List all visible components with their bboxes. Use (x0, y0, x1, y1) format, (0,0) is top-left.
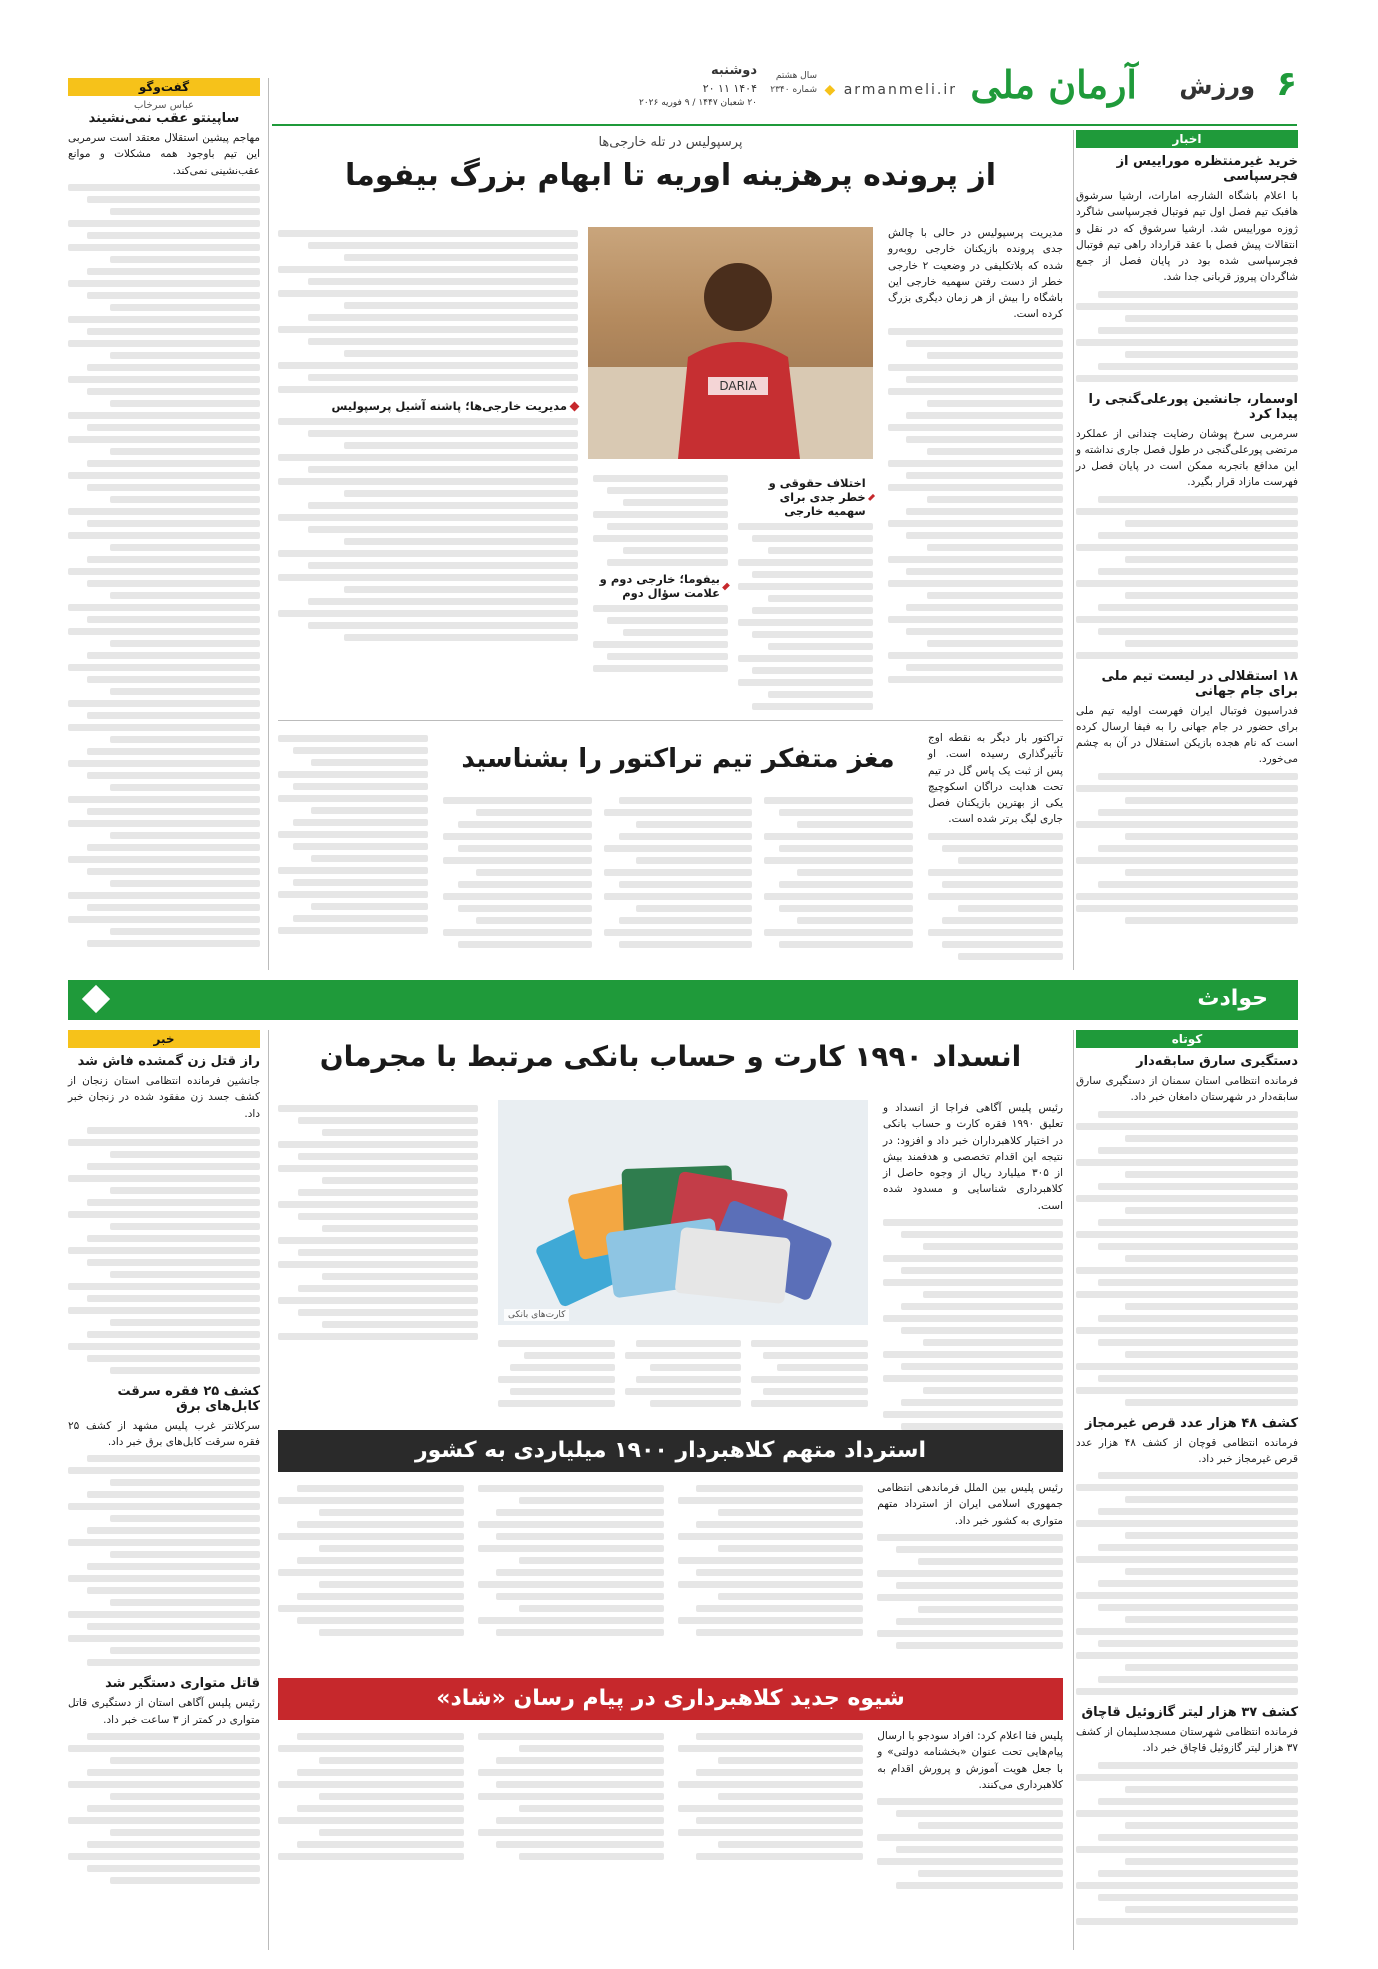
second-body (443, 792, 913, 953)
player-illustration (588, 227, 873, 459)
news-item-text: با اعلام باشگاه الشارجه امارات، ارشیا سرشوق هافبک تیم فصل اول تیم فوتبال فجرسپاسی شاگرد ژوزه موراییس شد. ارشیا سرشوق که در نقل و انتقالات پیش فصل با عقد قرارداد راهی تیم فوتبال فجرسپاسی شده بود در پایان فصل از جمع شاگردان پیروز قربانی جدا شد. (1076, 190, 1298, 284)
short-item-title: کشف ۴۸ هزار عدد قرص غیرمجاز (1084, 1415, 1298, 1431)
article-col-left (278, 225, 578, 646)
weekday: دوشنبه (710, 63, 757, 78)
second-article (278, 720, 1063, 970)
left-news-text: جانشین فرمانده انتظامی استان زنجان از کشف جسد زن مفقود شده در زنجان خبر داد. (68, 1075, 260, 1120)
left-news-box (68, 1030, 260, 1950)
subhead-text: بیفوما؛ خارجی دوم و علامت سؤال دوم (599, 572, 720, 600)
bank-cards-illustration (498, 1100, 868, 1325)
svg-text:DARIA: DARIA (719, 379, 757, 393)
events-col-left (278, 1100, 478, 1345)
masthead (272, 62, 1297, 122)
article-subhead (738, 476, 873, 518)
column-title: ساپینتو عقب نمی‌نشیند (88, 111, 240, 126)
issue-label: شماره ۲۳۴۰ (770, 84, 817, 95)
left-news-label: خبر (68, 1030, 260, 1048)
extradition-body (278, 1480, 1063, 1654)
news-item (1076, 392, 1298, 659)
short-news-box (1076, 1030, 1298, 1950)
events-section-label: حوادث (1197, 986, 1268, 1011)
news-item-title: ۱۸ استقلالی در لیست تیم ملی برای جام جهانی (1101, 668, 1298, 699)
left-news-title: راز قتل زن گمشده فاش شد (77, 1054, 260, 1069)
logo: آرمان ملی (970, 62, 1137, 107)
events-col-right (883, 1100, 1063, 1459)
news-item (1076, 669, 1298, 924)
short-news-label: کوتاه (1076, 1030, 1298, 1048)
section-diamond-icon (82, 985, 110, 1013)
issue-info (770, 70, 817, 97)
short-item (1076, 1054, 1298, 1406)
column-label: گفت‌وگو (68, 78, 260, 96)
news-item (1076, 154, 1298, 382)
events-headline: انسداد ۱۹۹۰ کارت و حساب بانکی مرتبط با مجرمان (319, 1040, 1022, 1073)
news-box-label: اخبار (1076, 130, 1298, 148)
article-col-mid-right (738, 470, 873, 715)
article-headline: از پرونده پرهزینه اوریه تا ابهام بزرگ بیفوما (344, 158, 997, 193)
events-under-photo (498, 1335, 868, 1412)
diamond-icon: ◆ (824, 82, 838, 98)
news-box (1076, 130, 1298, 970)
cards-photo (498, 1100, 868, 1325)
article-lead: مدیریت پرسپولیس در حالی با چالش جدی پرونده بازیکنان خارجی روبه‌رو شده که بلاتکلیفی در وضعیت ۲ خارجی خطر از دست رفتن سهمیه خارجی این باشگاه را بیش از هر زمان دیگری بزرگ کرده است. (888, 227, 1063, 321)
main-article (278, 135, 1063, 715)
extradition-banner: استرداد متهم کلاهبردار ۱۹۰۰ میلیاردی به کشور (278, 1430, 1063, 1472)
bullet-icon (868, 493, 875, 500)
article-subhead (593, 572, 728, 600)
events-section-bar (68, 980, 1298, 1020)
date-block (557, 62, 757, 110)
bullet-icon (570, 401, 580, 411)
short-item (1076, 1416, 1298, 1696)
website-label: armanmeli.ir (843, 82, 957, 98)
year-label: سال هشتم (775, 71, 817, 81)
left-news-text: سرکلانتر غرب پلیس مشهد از کشف ۲۵ فقره سرقت کابل‌های برق خبر داد. (68, 1419, 260, 1449)
website (824, 82, 957, 98)
left-news-title: کشف ۲۵ فقره سرقت کابل‌های برق (117, 1383, 260, 1414)
article-kicker: پرسپولیس در تله خارجی‌ها (598, 135, 743, 150)
second-col-right (928, 730, 1063, 965)
opinion-column (68, 78, 260, 970)
page-number: ۶ (1276, 64, 1297, 104)
date-other: ۲۰ شعبان ۱۴۴۷ / ۹ فوریه ۲۰۲۶ (639, 97, 757, 108)
events-text: رئیس پلیس آگاهی فراجا از انسداد و تعلیق ۱۹۹۰ فقره کارت و حساب بانکی در اختیار کلاهبرداران خبر داد و افزود: در نتیجه این اقدام تخصصی و هدفمند بیش از ۳۰۵ میلیارد ریال از وجوه حاصل از کلاهبرداری شناسایی و مسدود شده است. (883, 1102, 1064, 1212)
left-news-item (68, 1054, 260, 1374)
column-author: عباس سرخاب (134, 100, 194, 111)
bullet-icon (722, 582, 730, 590)
article-col-right (888, 225, 1063, 688)
second-headline: مغز متفکر تیم تراکتور را بشناسید (461, 744, 895, 774)
news-item-title: خرید غیرمنتظره موراییس از فجرسپاسی (1116, 154, 1298, 184)
news-item-text: فدراسیون فوتبال ایران فهرست اولیه تیم ملی برای حضور در جام جهانی را به فیفا ارسال کرده است که نام هجده بازیکن استقلال در آن به چشم می‌خورد. (1076, 704, 1298, 766)
cards-photo-caption: کارت‌های بانکی (504, 1309, 569, 1321)
date-shamsi: ۱۴۰۴ ۱۱ ۲۰ (702, 81, 757, 95)
short-item-title: کشف ۳۷ هزار لیتر گازوئیل قاچاق (1081, 1705, 1298, 1721)
short-item (1076, 1705, 1298, 1925)
column-filler (68, 184, 260, 947)
second-text: تراکتور بار دیگر به نقطه اوج تأثیرگذاری رسیده است. او پس از ثبت یک پاس گل در تیم تحت هدایت دراگان اسکوچیچ یکی از بهترین بازیکنان فصل جاری لیگ برتر شده است. (928, 732, 1063, 826)
subhead-text: اختلاف حقوقی و خطر جدی برای سهمیه خارجی (768, 476, 866, 518)
shad-body (278, 1728, 1063, 1894)
events-main (278, 1030, 1063, 1950)
extradition-text: رئیس پلیس بین الملل فرماندهی انتظامی جمهوری اسلامی ایران از استرداد متهم متواری به کشور خبر داد. (877, 1482, 1063, 1527)
short-item-text: فرمانده انتظامی شهرستان مسجدسلیمان از کشف ۳۷ هزار لیتر گازوئیل قاچاق خبر داد. (1076, 1726, 1298, 1755)
shad-banner: شیوه جدید کلاهبرداری در پیام رسان «شاد» (278, 1678, 1063, 1720)
section-title: ورزش (1179, 72, 1255, 100)
short-item-text: فرمانده انتظامی قوچان از کشف ۴۸ هزار عدد قرص غیرمجاز خبر داد. (1076, 1436, 1298, 1465)
short-item-title: دستگیری سارق سابقه‌دار (1136, 1054, 1298, 1069)
left-news-title: قاتل متواری دستگیر شد (105, 1676, 260, 1692)
column-text: مهاجم پیشین استقلال معتقد است سرمربی این تیم باوجود همه مشکلات و موانع عقب‌نشینی نمی‌کند. (68, 132, 260, 177)
left-news-text: رئیس پلیس آگاهی استان از دستگیری قاتل متواری در کمتر از ۳ ساعت خبر داد. (68, 1697, 260, 1726)
left-news-item (68, 1676, 260, 1884)
article-col-mid (593, 470, 728, 677)
news-item-text: سرمربی سرخ پوشان رضایت چندانی از عملکرد مرتضی پورعلی‌گنجی در طول فصل جاری نداشته و این مدافع باتجربه ممکن است در پایان فصل در فهرست مازاد قرار بگیرد. (1076, 427, 1298, 489)
shad-text: پلیس فتا اعلام کرد: افراد سودجو با ارسال پیام‌هایی تحت عنوان «بخشنامه دولتی» و با جعل هویت آموزش و پرورش اقدام به کلاهبرداری می‌کنند. (877, 1730, 1063, 1791)
player-photo (588, 227, 873, 459)
second-col-left (278, 730, 428, 939)
subhead-text: مدیریت خارجی‌ها؛ پاشنه آشیل پرسپولیس (331, 399, 567, 413)
article-subhead (278, 399, 578, 413)
news-item-title: اوسمار، جانشین پورعلی‌گنجی را پیدا کرد (1088, 391, 1298, 422)
left-news-item (68, 1384, 260, 1667)
short-item-text: فرمانده انتظامی استان سمنان از دستگیری سارق سابقه‌دار در شهرستان دامغان خبر داد. (1076, 1075, 1298, 1104)
